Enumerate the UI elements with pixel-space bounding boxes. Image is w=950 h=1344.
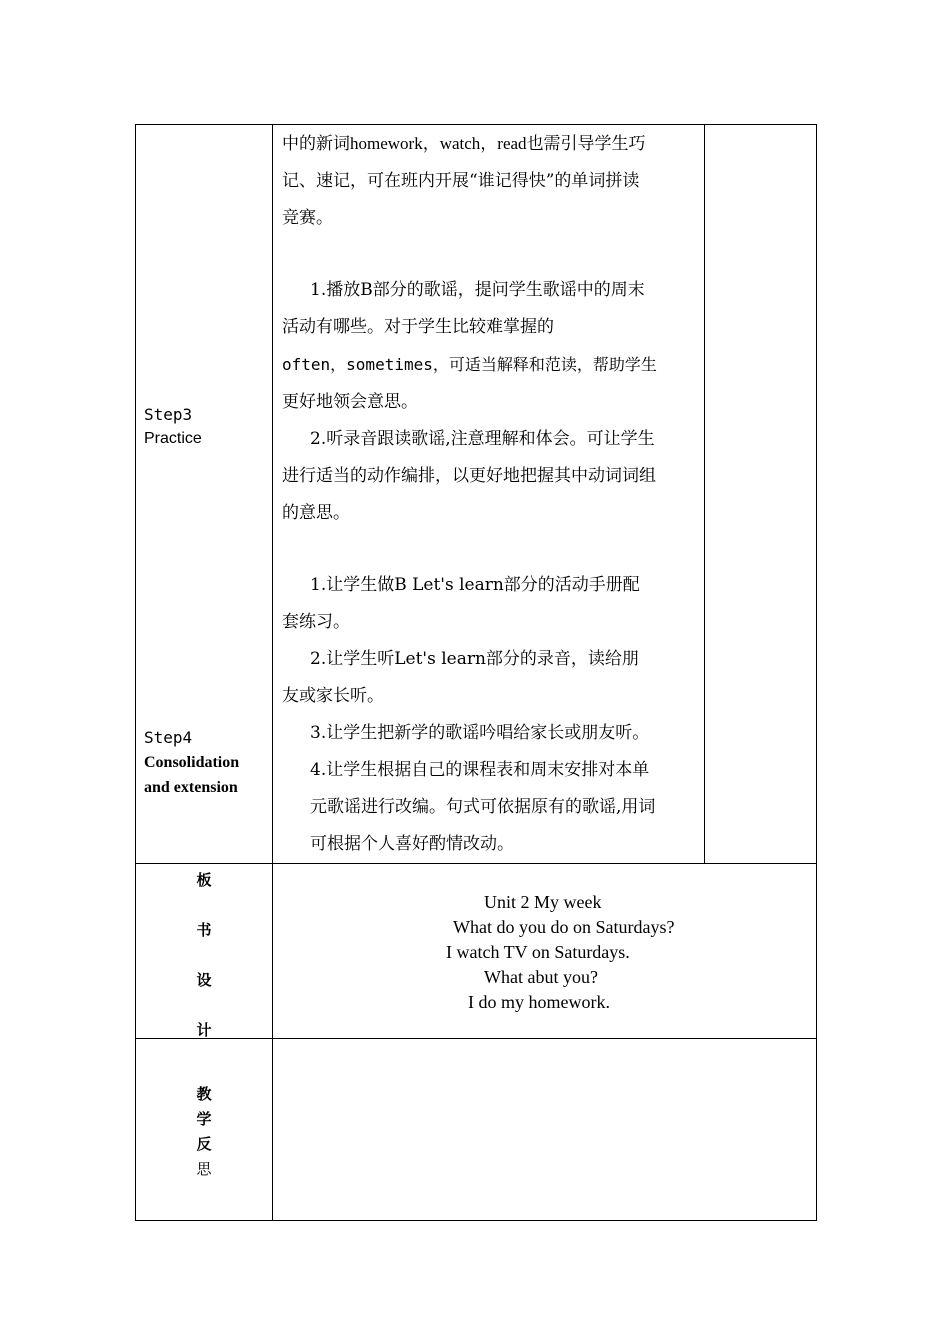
board-line-4: What abut you? <box>484 967 598 987</box>
step4-name-line1: Consolidation <box>144 754 240 771</box>
step3-name: Practice <box>144 430 202 447</box>
reflection-label-char-4: 思 <box>196 1160 212 1178</box>
steps-label-cell <box>136 125 273 864</box>
consolidation-item-2-line1: 2.让学生听Let's learn部分的录音，读给朋 <box>310 649 639 669</box>
reflection-content-cell <box>273 1039 817 1221</box>
board-design-cell <box>273 864 817 1039</box>
steps-row <box>136 125 817 864</box>
consolidation-item-4-line3: 可根据个人喜好酌情改动。 <box>310 834 514 854</box>
practice-item-1-line3: often，sometimes，可适当解释和范读，帮助学生 <box>282 355 657 374</box>
consolidation-item-1-line2: 套练习。 <box>282 612 350 632</box>
practice-item-2-line3: 的意思。 <box>282 503 350 523</box>
steps-notes-cell <box>705 125 817 864</box>
teaching-reflection-row <box>136 1039 817 1221</box>
step4-label <box>144 726 239 800</box>
board-label-char-4: 计 <box>196 1021 212 1039</box>
consolidation-item-2-line2: 友或家长听。 <box>282 686 384 706</box>
step3-number: Step3 <box>144 405 193 424</box>
steps-content <box>273 125 704 863</box>
consolidation-item-3: 3.让学生把新学的歌谣吟唱给家长或朋友听。 <box>310 723 650 743</box>
reflection-label-cell <box>136 1039 273 1221</box>
board-label-char-3: 设 <box>196 971 212 989</box>
practice-item-1-line4: 更好地领会意思。 <box>282 392 418 412</box>
practice-item-1-line1: 1.播放B部分的歌谣，提问学生歌谣中的周末 <box>310 280 645 300</box>
board-label-char-2: 书 <box>196 921 212 939</box>
lesson-plan-table <box>135 124 817 1221</box>
intro-line1: 中的新词homework，watch，read也需引导学生巧 <box>282 134 646 154</box>
consolidation-item-4-line2: 元歌谣进行改编。句式可依据原有的歌谣,用词 <box>310 797 656 817</box>
board-design-row <box>136 864 817 1039</box>
intro-line3: 竞赛。 <box>282 208 333 228</box>
intro-line2: 记、速记，可在班内开展“谁记得快”的单词拼读 <box>282 171 640 191</box>
board-line-1: Unit 2 My week <box>484 892 602 912</box>
consolidation-item-4-line1: 4.让学生根据自己的课程表和周末安排对本单 <box>310 760 650 780</box>
practice-item-2-line1: 2.听录音跟读歌谣,注意理解和体会。可让学生 <box>310 429 655 449</box>
reflection-label-char-3: 反 <box>196 1135 212 1153</box>
board-line-2: What do you do on Saturdays? <box>453 917 675 937</box>
step3-label <box>144 403 202 451</box>
step4-number: Step4 <box>144 728 193 747</box>
board-label-char-1: 板 <box>196 871 212 889</box>
consolidation-item-1-line1: 1.让学生做B Let's learn部分的活动手册配 <box>310 575 640 595</box>
practice-item-2-line2: 进行适当的动作编排，以更好地把握其中动词词组 <box>282 466 656 486</box>
board-line-5: I do my homework. <box>468 992 610 1012</box>
steps-content-cell <box>273 125 705 864</box>
reflection-label-char-1: 教 <box>196 1085 212 1103</box>
board-design-label-cell <box>136 864 273 1039</box>
board-line-3: I watch TV on Saturdays. <box>446 942 630 962</box>
step4-name-line2: and extension <box>144 779 238 796</box>
practice-item-1-line2: 活动有哪些。对于学生比较难掌握的 <box>282 317 554 337</box>
reflection-label-char-2: 学 <box>196 1110 212 1128</box>
